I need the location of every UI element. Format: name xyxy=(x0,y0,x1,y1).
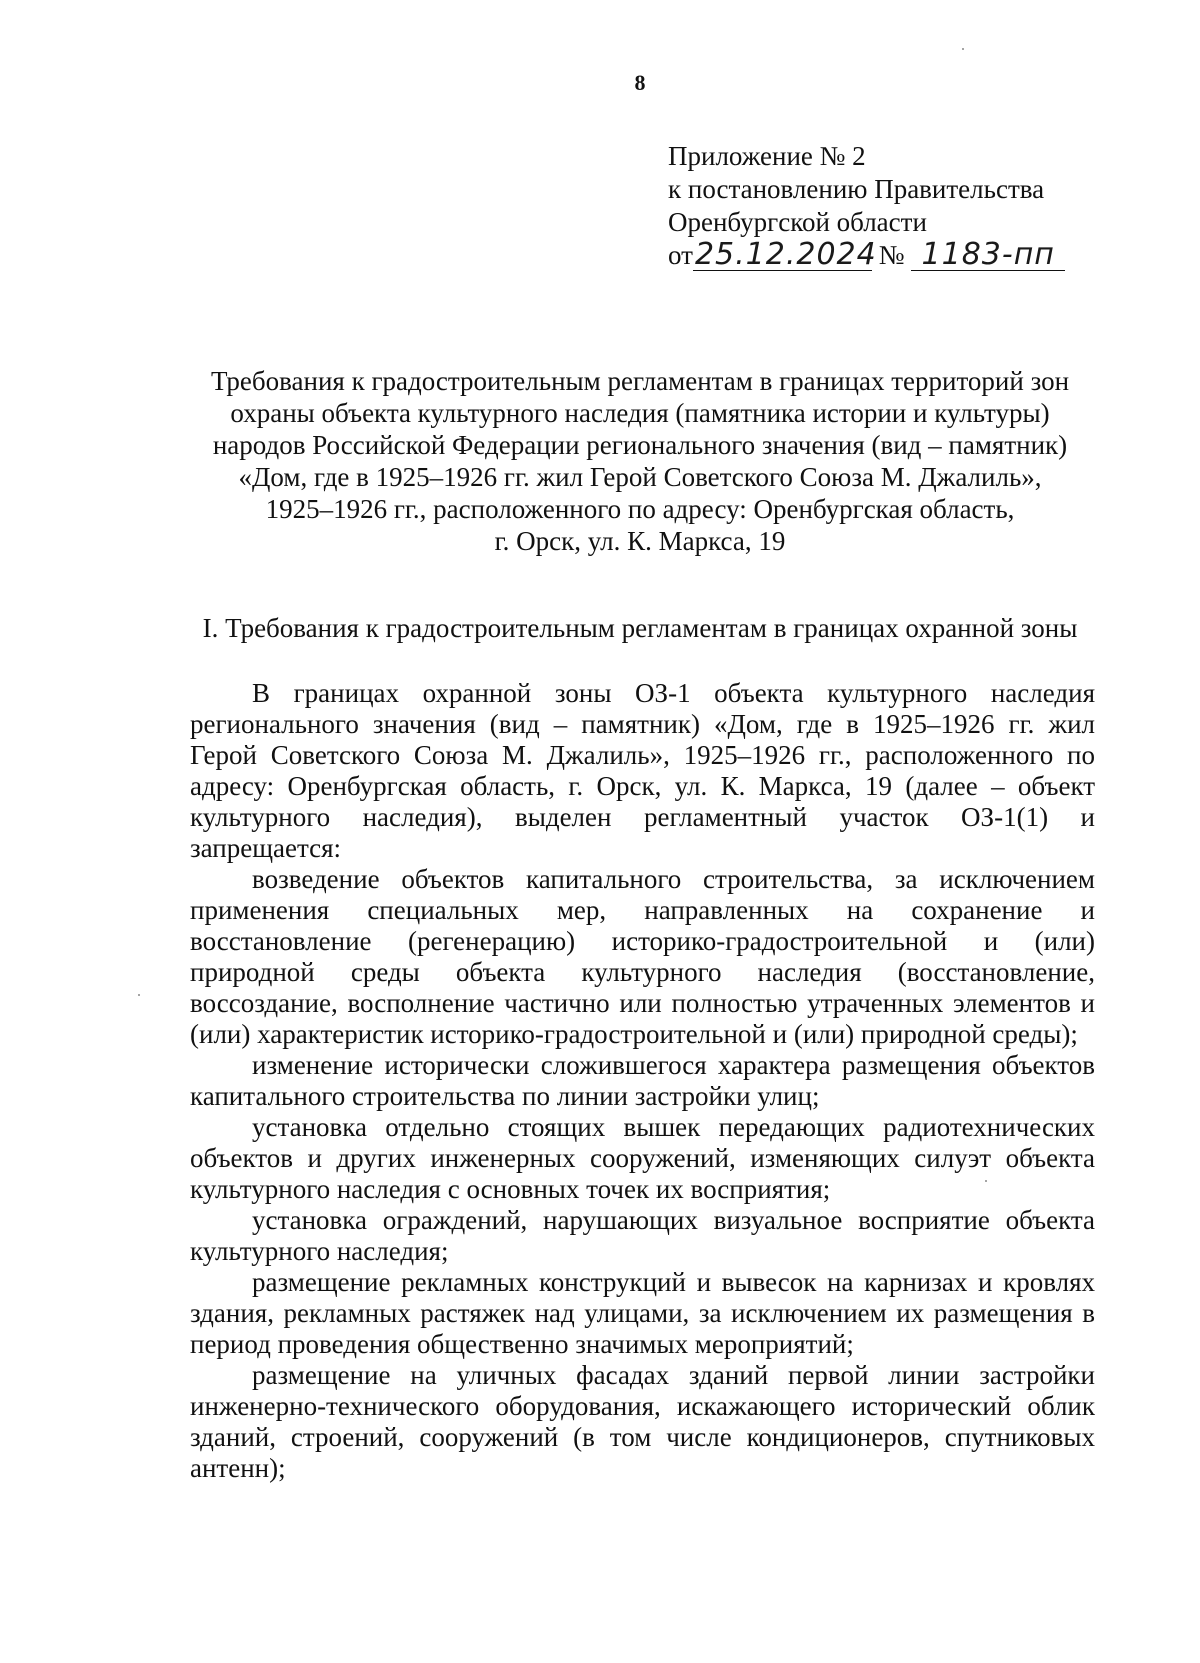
paragraph-item: установка ограждений, нарушающих визуальное восприятие объекта культурного наследия; xyxy=(190,1205,1095,1266)
paragraph-intro: В границах охранной зоны ОЗ-1 объекта культурного наследия регионального значения (вид – памятник) «Дом, где в 1925–1926 гг. жил Герой Советского Союза М. Джалиль», 1925–1926 гг., расположенного по адресу: Оренбургская область, г. Орск, ул. К. Маркса, 19 (далее – объект культурного наследия), выделен регламентный участок ОЗ-1(1) и запрещается: xyxy=(190,678,1095,863)
appendix-line-resolution: к постановлению Правительства xyxy=(668,174,1045,204)
scan-artifact xyxy=(985,1180,987,1182)
title-line: г. Орск, ул. К. Маркса, 19 xyxy=(494,526,786,556)
title-line: охраны объекта культурного наследия (памятника истории и культуры) xyxy=(230,398,1050,428)
paragraph-item: размещение на уличных фасадах зданий первой линии застройки инженерно-технического оборудования, искажающего исторический облик зданий, строений, сооружений (в том числе кондиционеров, спутниковых антенн); xyxy=(190,1360,1095,1483)
scan-artifact xyxy=(962,48,964,50)
paragraph-item: размещение рекламных конструкций и вывесок на карнизах и кровлях здания, рекламных растяжек над улицами, за исключением их размещения в период проведения общественно значимых мероприятий; xyxy=(190,1267,1095,1359)
paragraph-item: возведение объектов капитального строительства, за исключением применения специальных мер, направленных на сохранение и восстановление (регенерацию) историко-градостроительной и (или) природной среды объекта культурного наследия (восстановление, воссоздание, восполнение частично или полностью утраченных элементов и (или) характеристик историко-градостроительной и (или) природной среды); xyxy=(190,864,1095,1049)
title-line: Требования к градостроительным регламентам в границах территорий зон xyxy=(210,366,1070,396)
paragraph-item: установка отдельно стоящих вышек передающих радиотехнических объектов и других инженерных сооружений, изменяющих силуэт объекта культурного наследия с основных точек их восприятия; xyxy=(190,1112,1095,1204)
handwritten-date: 25.12.2024 xyxy=(694,237,877,272)
title-line: 1925–1926 гг., расположенного по адресу: Оренбургская область, xyxy=(265,494,1015,524)
date-prefix: от xyxy=(668,240,693,270)
appendix-line-region: Оренбургской области xyxy=(668,207,927,237)
title-line: «Дом, где в 1925–1926 гг. жил Герой Советского Союза М. Джалиль», xyxy=(238,462,1042,492)
appendix-title: Приложение № 2 xyxy=(668,141,866,171)
paragraph-item: изменение исторически сложившегося характера размещения объектов капитального строительства по линии застройки улиц; xyxy=(190,1050,1095,1111)
section-heading: I. Требования к градостроительным регламентам в границах охранной зоны xyxy=(202,613,1078,643)
handwritten-number: 1183-пп xyxy=(911,240,1065,271)
appendix-block xyxy=(668,140,1065,272)
appendix-date-number-line xyxy=(668,239,1065,272)
number-prefix: № xyxy=(878,240,905,270)
page-number: 8 xyxy=(634,70,646,95)
body-text xyxy=(190,678,1095,1484)
title-line: народов Российской Федерации регионального значения (вид – памятник) xyxy=(212,430,1068,460)
scan-artifact xyxy=(138,994,140,996)
document-title xyxy=(190,365,1090,557)
